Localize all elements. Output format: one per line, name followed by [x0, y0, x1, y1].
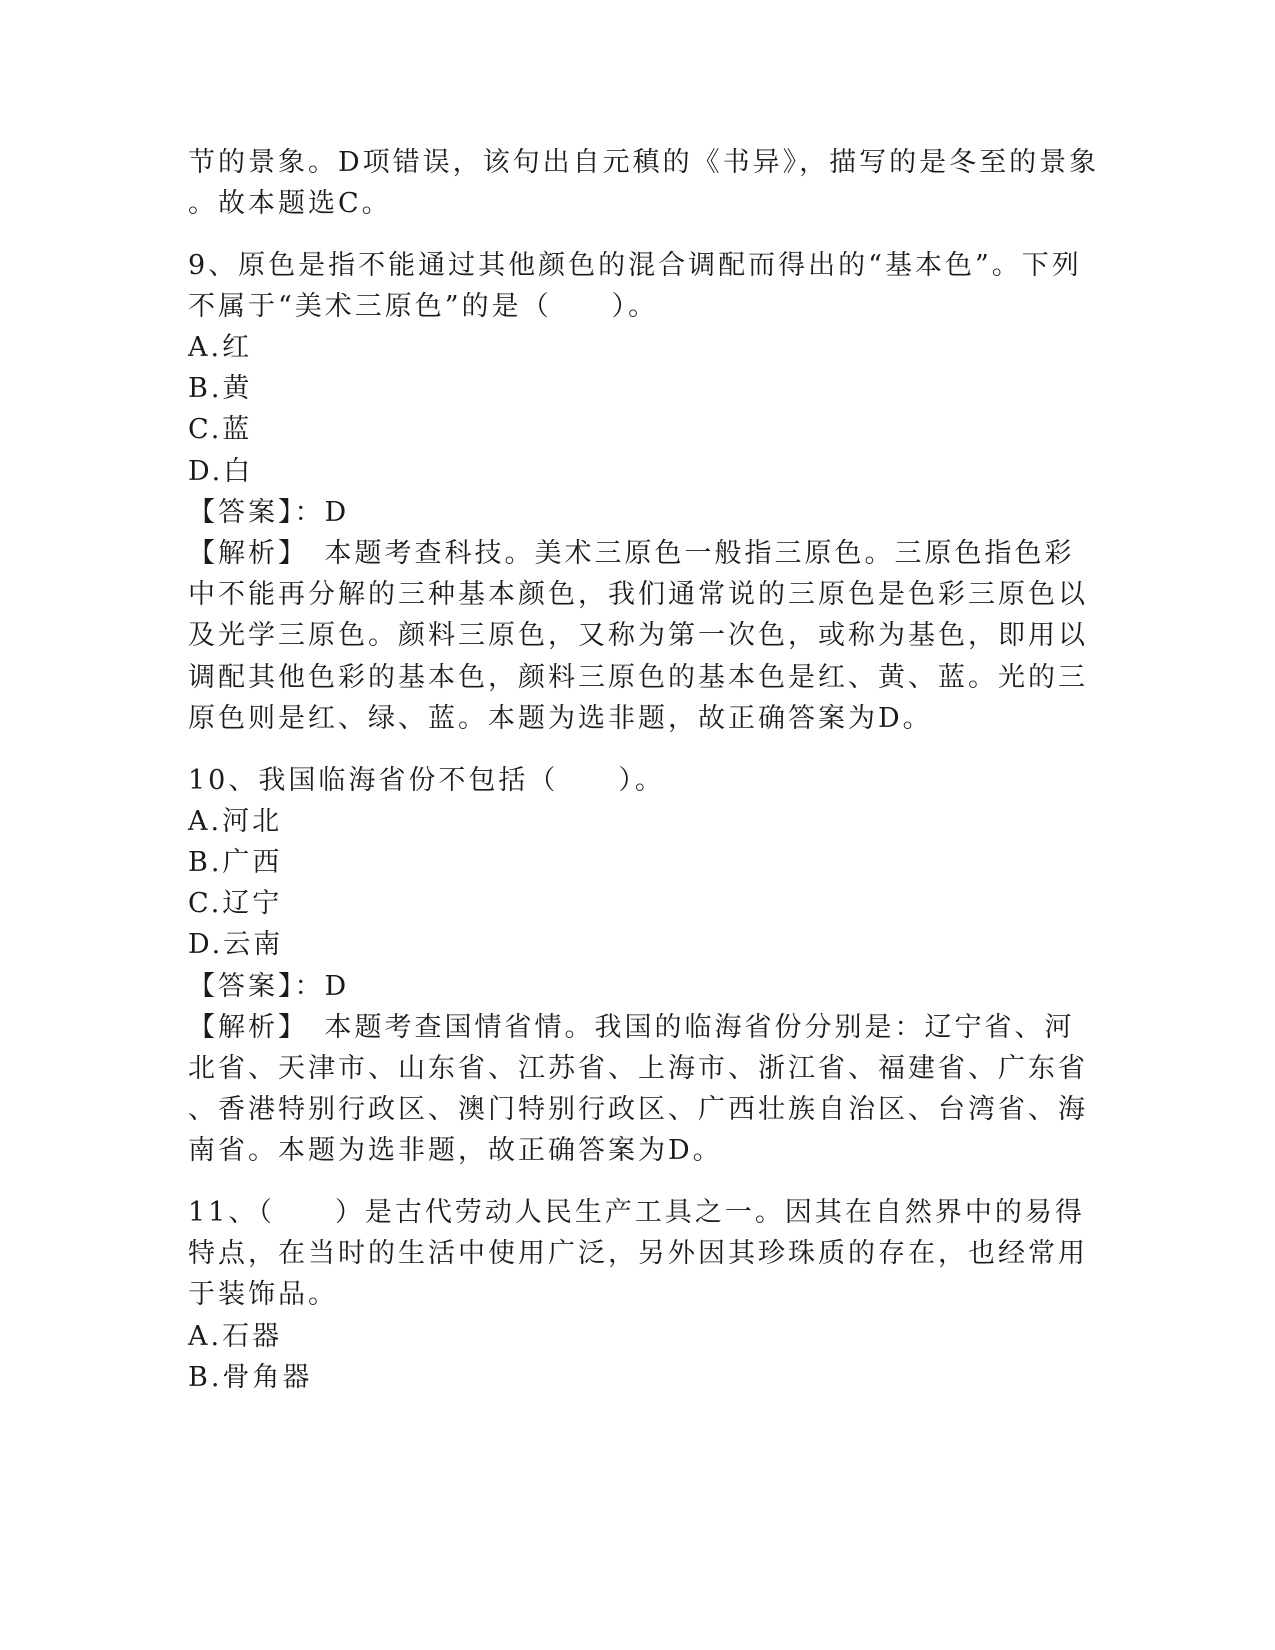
analysis-line: 【解析】 本题考查国情省情。我国的临海省份分别是：辽宁省、河	[188, 1012, 1075, 1043]
option-d: D.云南	[188, 929, 284, 960]
continuation-line: 节的景象。D项错误，该句出自元稹的《书异》，描写的是冬至的景象	[188, 147, 1100, 178]
analysis-line: 中不能再分解的三种基本颜色，我们通常说的三原色是色彩三原色以	[188, 579, 1088, 610]
question-stem: 9、原色是指不能通过其他颜色的混合调配而得出的“基本色”。下列	[188, 250, 1082, 281]
analysis-line: 北省、天津市、山东省、江苏省、上海市、浙江省、福建省、广东省	[188, 1053, 1088, 1084]
analysis-line: 、香港特别行政区、澳门特别行政区、广西壮族自治区、台湾省、海	[188, 1094, 1088, 1125]
question-stem: 于装饰品。	[188, 1279, 338, 1310]
answer-line: 【答案】：D	[188, 971, 350, 1002]
question-stem: 不属于“美术三原色”的是（ ）。	[188, 291, 659, 322]
option-a: A.河北	[188, 806, 283, 837]
question-stem: 11、（ ）是古代劳动人民生产工具之一。因其在自然界中的易得	[188, 1197, 1085, 1228]
option-c: C.蓝	[188, 414, 253, 445]
question-stem: 10、我国临海省份不包括（ ）。	[188, 765, 665, 796]
analysis-line: 南省。本题为选非题，故正确答案为D。	[188, 1135, 723, 1166]
question-stem: 特点，在当时的生活中使用广泛，另外因其珍珠质的存在，也经常用	[188, 1238, 1088, 1269]
continuation-line: 。故本题选C。	[188, 188, 392, 219]
option-b: B.黄	[188, 373, 253, 404]
analysis-line: 【解析】 本题考查科技。美术三原色一般指三原色。三原色指色彩	[188, 538, 1075, 569]
option-c: C.辽宁	[188, 888, 283, 919]
answer-line: 【答案】：D	[188, 497, 350, 528]
option-b: B.广西	[188, 847, 283, 878]
option-a: A.石器	[188, 1321, 283, 1352]
option-d: D.白	[188, 456, 254, 487]
analysis-line: 及光学三原色。颜料三原色，又称为第一次色，或称为基色，即用以	[188, 620, 1088, 651]
analysis-line: 调配其他色彩的基本色，颜料三原色的基本色是红、黄、蓝。光的三	[188, 662, 1088, 693]
option-a: A.红	[188, 332, 253, 363]
option-b: B.骨角器	[188, 1362, 313, 1393]
analysis-line: 原色则是红、绿、蓝。本题为选非题，故正确答案为D。	[188, 703, 933, 734]
